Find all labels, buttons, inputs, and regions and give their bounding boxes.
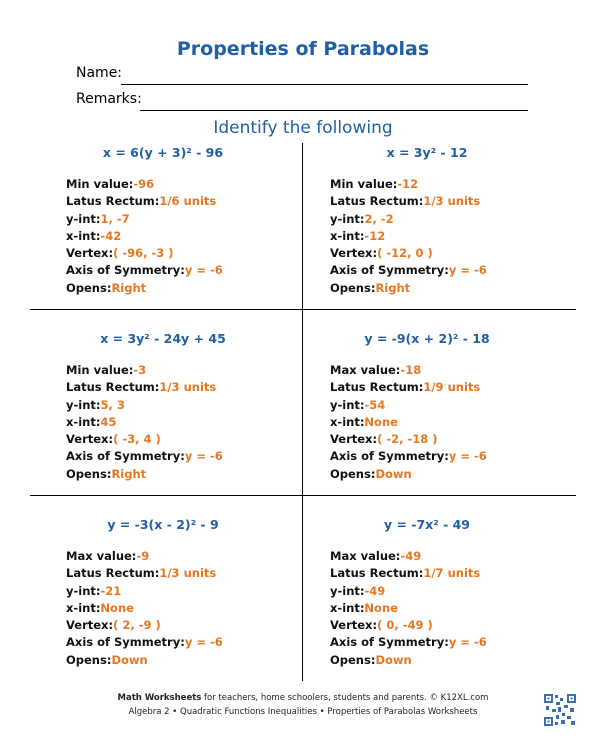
property-label: Vertex: [66,432,114,447]
property-answer: None [364,600,398,615]
property-label: y-int: [330,397,365,412]
property-answer: 1/3 units [159,380,217,395]
property-label: Axis of Symmetry: [330,449,449,464]
property-row [330,634,550,651]
property-row [66,379,286,396]
property-list [66,362,286,483]
property-label: Latus Rectum: [330,380,424,395]
property-label: Opens: [330,280,376,295]
property-row [330,193,550,210]
property-answer: None [364,414,398,429]
property-answer: ( -3, 4 ) [113,432,161,447]
property-row [330,245,550,262]
property-label: x-int: [330,600,365,615]
problem-equation: y = -9(x + 2)² - 18 [364,331,490,346]
property-row [330,652,550,669]
property-label: Vertex: [330,618,378,633]
property-row [330,228,550,245]
property-label: y-int: [330,583,365,598]
problem-equation: x = 3y² - 12 [386,145,468,160]
problem-equation: y = -3(x - 2)² - 9 [107,517,219,532]
property-label: x-int: [66,414,101,429]
property-row [330,565,550,582]
property-answer: -96 [133,177,155,191]
property-list [66,176,286,297]
property-label: Axis of Symmetry: [66,635,185,650]
property-answer: 1/3 units [423,194,481,209]
property-row [330,280,550,297]
grid-divider-vertical [302,143,303,681]
problem-cell-1 [40,144,286,297]
property-answer: -54 [364,397,386,412]
property-label: Axis of Symmetry: [330,263,449,278]
instructions-heading: Identify the following [213,118,393,138]
problem-equation: y = -7x² - 49 [383,517,471,532]
property-answer: y = -6 [184,449,223,464]
property-row [66,362,286,379]
property-label: Opens: [66,466,112,481]
property-label: Latus Rectum: [330,194,424,209]
property-label: x-int: [330,228,365,243]
property-label: Max value: [330,363,401,377]
property-label: Opens: [330,652,376,667]
property-row [66,431,286,448]
property-row [66,634,286,651]
property-answer: ( 2, -9 ) [113,618,161,633]
remarks-line [140,110,528,111]
property-row [66,262,286,279]
problem-equation: x = 3y² - 24y + 45 [100,331,226,346]
property-label: Latus Rectum: [66,566,160,581]
problem-cell-2 [304,144,550,297]
property-row [66,414,286,431]
property-answer: -9 [136,549,150,563]
property-label: Latus Rectum: [66,380,160,395]
footer-breadcrumb: Algebra 2 • Quadratic Functions Inequalities • Properties of Parabolas Worksheets [128,707,478,717]
property-label: y-int: [330,211,365,226]
property-answer: -12 [364,228,386,243]
property-row [330,176,550,193]
property-label: Latus Rectum: [66,194,160,209]
property-label: x-int: [66,600,101,615]
property-answer: 1/3 units [159,566,217,581]
property-label: Axis of Symmetry: [66,449,185,464]
name-line [121,84,528,85]
property-label: Vertex: [330,246,378,261]
property-label: Latus Rectum: [330,566,424,581]
property-answer: ( -2, -18 ) [377,432,438,447]
property-label: Opens: [330,466,376,481]
property-row [330,600,550,617]
footer-tagline: for teachers, home schoolers, students and parents. © K12XL.com [201,693,489,703]
property-row [330,548,550,565]
property-answer: -42 [100,228,122,243]
property-row [66,245,286,262]
property-list [330,176,550,297]
property-answer: Right [375,280,411,295]
property-answer: y = -6 [184,263,223,278]
property-label: Opens: [66,280,112,295]
problem-cell-5 [40,516,286,669]
property-label: Vertex: [66,618,114,633]
problem-cell-6 [304,516,550,669]
property-row [330,448,550,465]
property-answer: Down [375,652,412,667]
property-row [66,280,286,297]
property-answer: Down [375,466,412,481]
property-label: Min value: [66,177,134,191]
property-answer: -12 [397,177,419,191]
property-answer: ( 0, -49 ) [377,618,433,633]
property-row [330,431,550,448]
qr-code-icon [543,693,577,727]
property-answer: None [100,600,134,615]
grid-divider-horizontal [30,309,576,310]
property-label: Axis of Symmetry: [330,635,449,650]
property-answer: -18 [400,363,422,377]
property-answer: ( -96, -3 ) [113,246,174,261]
property-answer: 5, 3 [100,397,125,412]
property-label: Min value: [66,363,134,377]
property-row [330,211,550,228]
property-label: Max value: [330,549,401,563]
name-label: Name: [76,65,123,81]
property-row [330,414,550,431]
property-row [66,228,286,245]
property-answer: Down [111,652,148,667]
footer-brand: Math Worksheets [117,693,202,703]
property-row [330,379,550,396]
property-answer: -49 [400,549,422,563]
property-row [66,548,286,565]
property-row [330,617,550,634]
property-answer: 1/9 units [423,380,481,395]
property-answer: 1, -7 [100,211,130,226]
property-row [66,176,286,193]
property-answer: ( -12, 0 ) [377,246,433,261]
property-answer: y = -6 [448,635,487,650]
grid-divider-horizontal [30,495,576,496]
property-answer: y = -6 [184,635,223,650]
property-answer: y = -6 [448,263,487,278]
property-label: Vertex: [330,432,378,447]
property-answer: 2, -2 [364,211,394,226]
property-row [330,262,550,279]
property-row [66,600,286,617]
property-label: x-int: [66,228,101,243]
remarks-label: Remarks: [76,91,142,107]
problem-equation: x = 6(y + 3)² - 96 [102,145,224,160]
property-list [66,548,286,669]
property-label: Min value: [330,177,398,191]
property-row [66,193,286,210]
property-label: Max value: [66,549,137,563]
footer-credit [0,693,606,703]
problem-cell-3 [40,330,286,483]
property-row [330,466,550,483]
property-answer: y = -6 [448,449,487,464]
property-row [330,362,550,379]
property-row [66,448,286,465]
property-answer: 1/7 units [423,566,481,581]
property-row [330,583,550,600]
property-label: y-int: [66,583,101,598]
property-list [330,548,550,669]
property-row [66,565,286,582]
property-answer: -21 [100,583,122,598]
property-label: Opens: [66,652,112,667]
property-answer: -49 [364,583,386,598]
property-row [66,583,286,600]
name-field[interactable] [76,65,528,87]
property-label: y-int: [66,397,101,412]
property-answer: Right [111,466,147,481]
property-answer: Right [111,280,147,295]
property-answer: 45 [100,414,117,429]
property-answer: 1/6 units [159,194,217,209]
property-label: Axis of Symmetry: [66,263,185,278]
property-label: y-int: [66,211,101,226]
property-label: Vertex: [66,246,114,261]
property-row [330,397,550,414]
problem-cell-4 [304,330,550,483]
page-title: Properties of Parabolas [176,38,430,60]
property-row [66,617,286,634]
property-row [66,397,286,414]
property-row [66,211,286,228]
property-answer: -3 [133,363,147,377]
remarks-field[interactable] [76,91,528,113]
property-row [66,466,286,483]
property-list [330,362,550,483]
property-row [66,652,286,669]
property-label: x-int: [330,414,365,429]
